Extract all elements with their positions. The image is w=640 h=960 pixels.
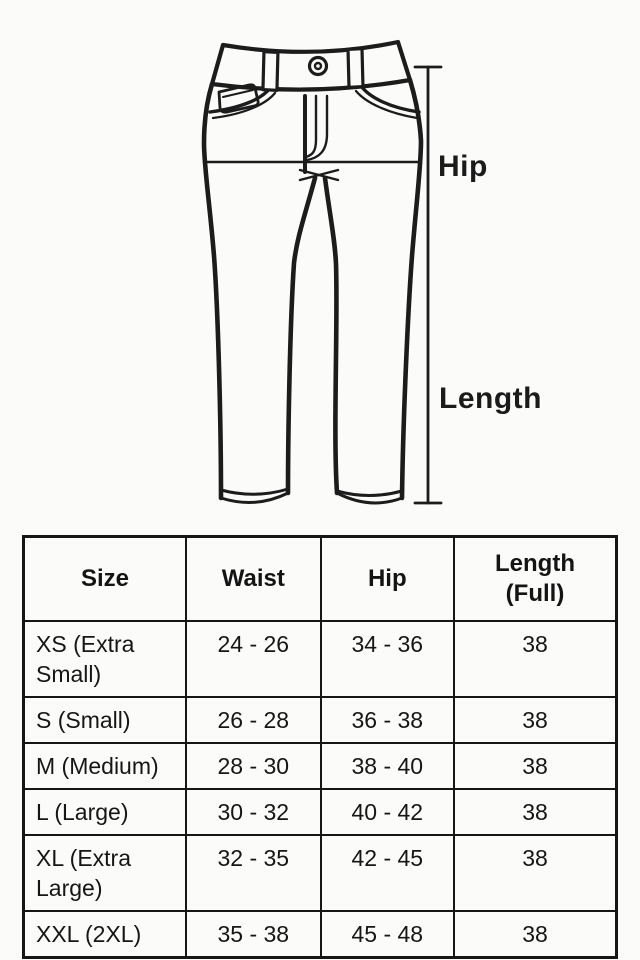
cell-hip: 34 - 36 [321,621,454,697]
cell-length: 38 [454,789,617,835]
table-row-m [24,743,617,789]
cell-size: L (Large) [24,789,186,835]
cell-waist: 30 - 32 [186,789,321,835]
table-row-s [24,697,617,743]
cell-hip: 42 - 45 [321,835,454,911]
cell-hip: 40 - 42 [321,789,454,835]
crotch-stitch [300,170,338,180]
size-chart-table [22,535,618,959]
length-label: Length [439,382,542,415]
hem-cuffs [221,489,402,503]
cell-waist: 35 - 38 [186,911,321,958]
cell-length: 38 [454,697,617,743]
cell-length: 38 [454,621,617,697]
cell-length: 38 [454,743,617,789]
cell-hip: 36 - 38 [321,697,454,743]
header-row [24,537,617,622]
cell-hip: 45 - 48 [321,911,454,958]
table-row-xxl [24,911,617,958]
hip-label: Hip [438,150,488,183]
table-row-xl [24,835,617,911]
jeans-outline [204,80,421,498]
cell-size: S (Small) [24,697,186,743]
cell-waist: 32 - 35 [186,835,321,911]
cell-waist: 28 - 30 [186,743,321,789]
col-header-waist: Waist [186,537,321,622]
table-row-l [24,789,617,835]
cell-size: XL (Extra Large) [24,835,186,911]
table-row-xs [24,621,617,697]
col-header-length: Length (Full) [454,537,617,622]
cell-waist: 26 - 28 [186,697,321,743]
cell-hip: 38 - 40 [321,743,454,789]
cell-length: 38 [454,911,617,958]
cell-size: XXL (2XL) [24,911,186,958]
cell-size: XS (Extra Small) [24,621,186,697]
cell-size: M (Medium) [24,743,186,789]
fly-stitching [305,96,327,172]
cell-length: 38 [454,835,617,911]
button-icon [310,58,327,75]
col-header-size: Size [24,537,186,622]
cell-waist: 24 - 26 [186,621,321,697]
col-header-hip: Hip [321,537,454,622]
